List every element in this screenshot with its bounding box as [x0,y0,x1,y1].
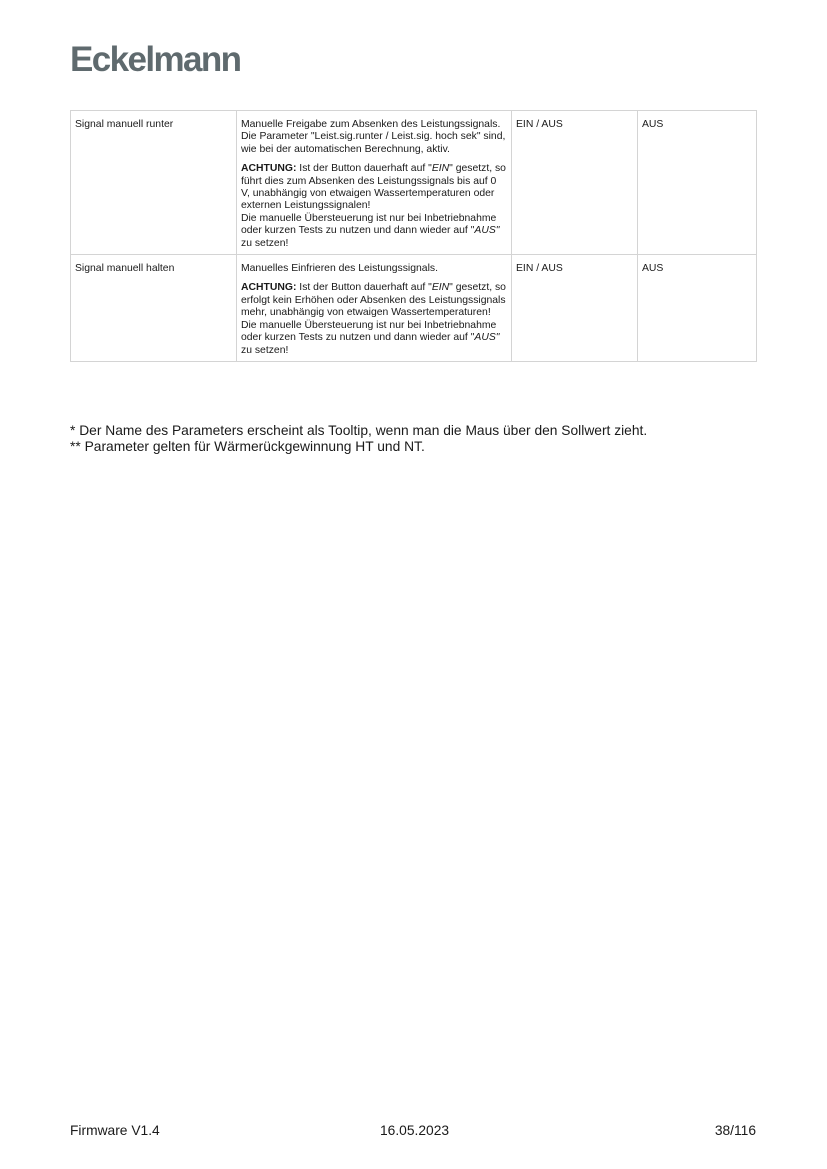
table-row [71,255,757,362]
parameter-default: AUS [638,111,757,255]
warning-label: ACHTUNG: [241,163,297,175]
page-number: 38/116 [714,1123,756,1138]
footnote-tooltip: * Der Name des Parameters erscheint als Tooltip, wenn man die Maus über den Sollwert zieht. [70,423,648,438]
value-off: AUS" [474,225,500,237]
warning-label: ACHTUNG: [241,282,297,294]
eckelmann-logo: Eckelmann [70,40,241,79]
footnotes [70,423,770,455]
description-intro: Manuelles Einfrieren des Leistungssignals. [241,263,438,275]
parameter-default: AUS [638,255,757,362]
warning-part: " gesetzt, so führt dies zum Absenken des Leistungssignals bis auf 0 V, unabhängig von etwaigen Wassertemperaturen oder externen Leistungssignalen! [241,163,506,212]
parameter-name: Signal manuell halten [71,255,237,362]
value-on: EIN [431,282,450,294]
table-row [71,111,757,255]
page-footer [70,1123,756,1139]
parameter-description [237,111,512,255]
value-off: AUS" [474,332,500,344]
warning-part: Ist der Button dauerhaft auf " [296,163,432,175]
warning-part: zu setzen! [241,237,289,249]
warning-part: zu setzen! [241,344,289,356]
value-on: EIN [431,163,450,175]
warning-text [241,282,507,356]
parameter-table [70,110,757,362]
footnote-scope: ** Parameter gelten für Wärmerückgewinnung HT und NT. [70,439,425,454]
parameter-range: EIN / AUS [512,111,638,255]
warning-part: Die manuelle Übersteuerung ist nur bei Inbetriebnahme oder kurzen Tests zu nutzen und dann wieder auf " [241,319,497,344]
document-date: 16.05.2023 [380,1123,450,1138]
warning-part: " gesetzt, so erfolgt kein Erhöhen oder Absenken des Leistungssignals mehr, unabhängig von etwaigen Wassertemperaturen! [241,282,506,319]
warning-part: Ist der Button dauerhaft auf " [296,282,432,294]
warning-part: Die manuelle Übersteuerung ist nur bei Inbetriebnahme oder kurzen Tests zu nutzen und dann wieder auf " [241,212,497,237]
warning-text [241,163,507,250]
parameter-name: Signal manuell runter [71,111,237,255]
parameter-range: EIN / AUS [512,255,638,362]
description-intro: Manuelle Freigabe zum Absenken des Leistungssignals. Die Parameter "Leist.sig.runter / Leist.sig. hoch sek" sind, wie bei der automatischen Berechnung, aktiv. [241,119,506,155]
parameter-description [237,255,512,362]
firmware-version: Firmware V1.4 [70,1123,160,1138]
